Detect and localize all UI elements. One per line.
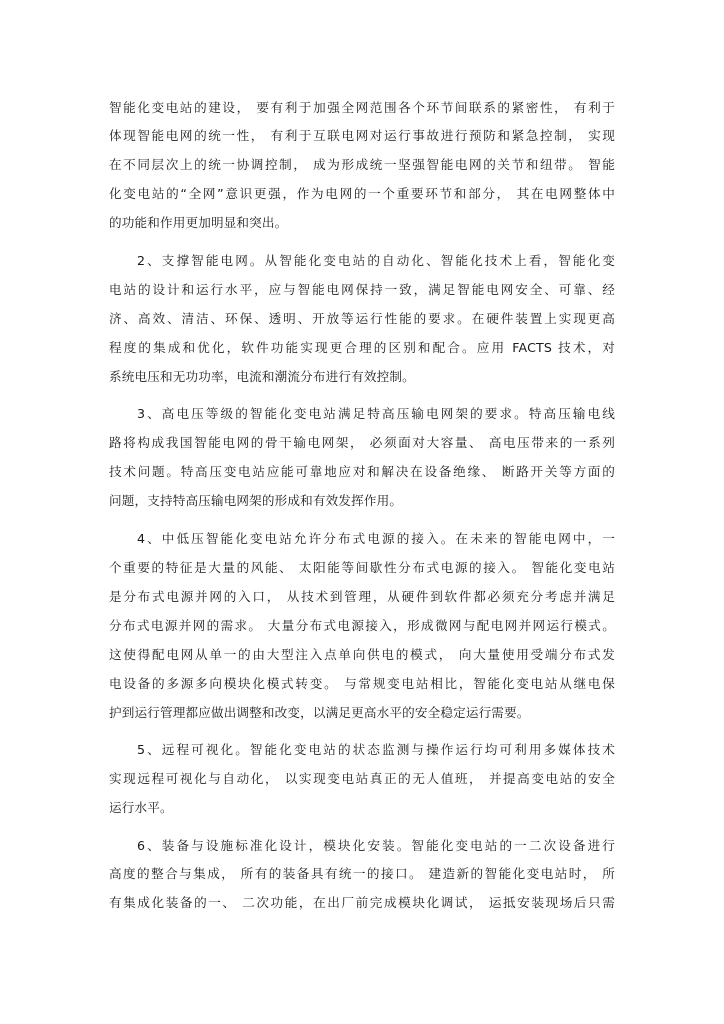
paragraph-heading-line: 4、中低压智能化变电站允许分布式电源的接入。在未来的智能电网中，一 bbox=[137, 531, 615, 546]
text-line: 的功能和作用更加明显和突出。 bbox=[109, 215, 288, 230]
text-line: 智能化变电站的建设， 要有利于加强全网范围各个环节间联系的紧密性， 有利于 bbox=[109, 100, 615, 115]
paragraph-heading-line: 2、支撑智能电网。从智能化变电站的自动化、智能化技术上看，智能化变 bbox=[137, 253, 615, 268]
text-line: 问题，支持特高压输电网架的形成和有效发挥作用。 bbox=[109, 493, 403, 508]
text-line: 体现智能电网的统一性， 有利于互联电网对运行事故进行预防和紧急控制， 实现 bbox=[109, 128, 615, 143]
text-line: 有集成化装备的一、 二次功能，在出厂前完成模块化调试， 运抵安装现场后只需 bbox=[109, 895, 615, 910]
text-line: 这使得配电网从单一的由大型注入点单向供电的模式， 向大量使用受端分布式发 bbox=[109, 647, 615, 662]
text-line: 分布式电源并网的需求。 大量分布式电源接入，形成微网与配电网并网运行模式。 bbox=[109, 618, 615, 633]
paragraph-heading-line: 3、高电压等级的智能化变电站满足特高压输电网架的要求。特高压输电线 bbox=[137, 406, 615, 421]
text-line: 济、高效、清洁、环保、透明、开放等运行性能的要求。在硬件装置上实现更高 bbox=[109, 311, 615, 326]
text-line: 电站的设计和运行水平，应与智能电网保持一致，满足智能电网安全、可靠、经 bbox=[109, 282, 615, 297]
text-line: 是分布式电源并网的入口， 从技术到管理，从硬件到软件都必须充分考虑并满足 bbox=[109, 589, 615, 604]
text-line: 电设备的多源多向模块化模式转变。 与常规变电站相比，智能化变电站从继电保 bbox=[109, 676, 615, 691]
paragraph-heading-line: 5、远程可视化。智能化变电站的状态监测与操作运行均可利用多媒体技术 bbox=[137, 742, 615, 757]
text-line: 技术问题。特高压变电站应能可靠地应对和解决在设备绝缘、 断路开关等方面的 bbox=[109, 464, 615, 479]
text-line: 护到运行管理都应做出调整和改变，以满足更高水平的安全稳定运行需要。 bbox=[109, 705, 530, 720]
text-line: 化变电站的“全网”意识更强，作为电网的一个重要环节和部分， 其在电网整体中 bbox=[109, 186, 615, 201]
text-line: 高度的整合与集成， 所有的装备具有统一的接口。 建造新的智能化变电站时， 所 bbox=[109, 866, 615, 881]
text-line: 程度的集成和优化，软件功能实现更合理的区别和配合。应用 FACTS 技术，对 bbox=[109, 340, 615, 355]
text-line: 运行水平。 bbox=[109, 800, 173, 815]
text-line: 个重要的特征是大量的风能、 太阳能等间歇性分布式电源的接入。 智能化变电站 bbox=[109, 560, 615, 575]
text-line: 在不同层次上的统一协调控制， 成为形成统一坚强智能电网的关节和纽带。 智能 bbox=[109, 157, 615, 172]
text-line: 实现远程可视化与自动化， 以实现变电站真正的无人值班， 并提高变电站的安全 bbox=[109, 771, 615, 786]
paragraph-heading-line: 6、装备与设施标准化设计，模块化安装。智能化变电站的一二次设备进行 bbox=[137, 838, 615, 853]
text-line: 路将构成我国智能电网的骨干输电网架， 必须面对大容量、 高电压带来的一系列 bbox=[109, 435, 615, 450]
text-line: 系统电压和无功功率，电流和潮流分布进行有效控制。 bbox=[109, 369, 415, 384]
